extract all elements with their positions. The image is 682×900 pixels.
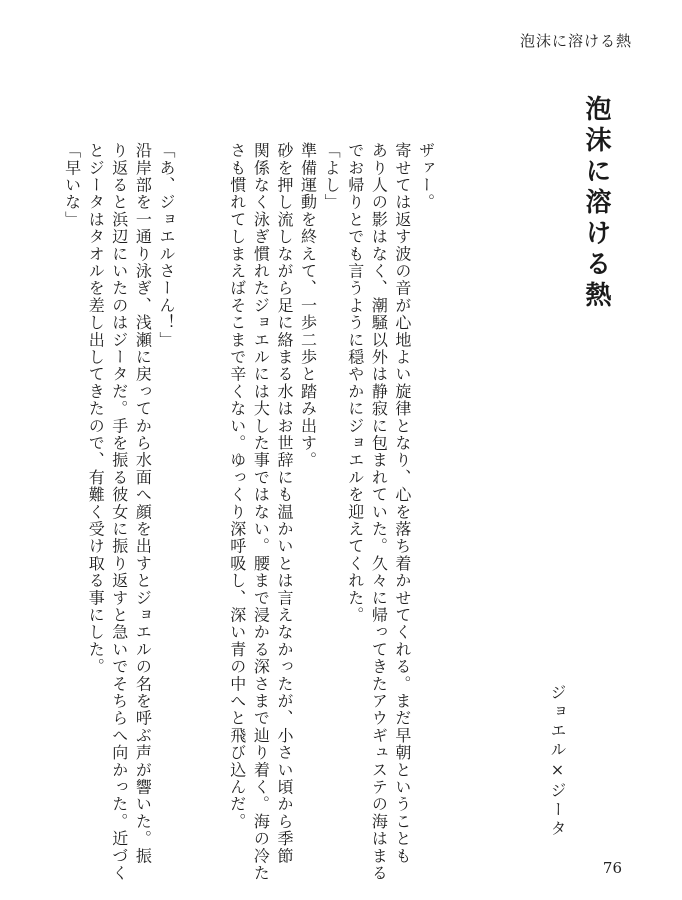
body-line: とジータはタオルを差し出してきたので、有難く受け取る事にした。 bbox=[86, 142, 106, 676]
body-line: 関係なく泳ぎ慣れたジョエルには大した事ではない。腰まで浸かる深さまで辿り着く。海の冷た bbox=[251, 142, 271, 882]
body-line: 準備運動を終えて、一歩二歩と踏み出す。 bbox=[298, 142, 318, 469]
blank-line bbox=[202, 142, 226, 854]
body-line: でお帰りとでも言うように穏やかにジョエルを迎えてくれた。 bbox=[345, 142, 365, 624]
body-line: 砂を押し流しながら足に絡まる水はお世辞にも温かいとは言えなかったが、小さい頃から季節 bbox=[274, 142, 294, 865]
body-line: ザァー。 bbox=[416, 142, 436, 211]
body-line: さも慣れてしまえばそこまで辛くない。ゆっくり深呼吸し、深い青の中へと飛び込んだ。 bbox=[227, 142, 247, 830]
body-line: 「早いな」 bbox=[62, 142, 82, 228]
story-body bbox=[60, 142, 438, 882]
pairing-byline: ジョエル×ジータ bbox=[548, 684, 567, 839]
blank-line bbox=[178, 142, 202, 854]
body-line: り返ると浜辺にいたのはジータだ。手を振る彼女に振り返すと急いでそちらへ向かった。近づく bbox=[109, 142, 129, 882]
body-line: 「あ、ジョエルさーん！」 bbox=[156, 142, 176, 349]
body-line: 沿岸部を一通り泳ぎ、浅瀬に戻ってから水面へ顔を出すとジョエルの名を呼ぶ声が響いた。振 bbox=[133, 142, 153, 865]
chapter-title: 泡沫に溶ける熱 bbox=[581, 95, 611, 312]
running-head: 泡沫に溶ける熱 bbox=[519, 32, 632, 50]
body-line: あり人の影はなく、潮騒以外は静寂に包まれていた。久々に帰ってきたアウギュステの海はまる bbox=[369, 142, 389, 882]
body-line: 「よし」 bbox=[322, 142, 342, 211]
body-line: 寄せては返す波の音が心地よい旋律となり、心を落ち着かせてくれる。まだ早朝ということも bbox=[392, 142, 412, 865]
page-number: 76 bbox=[602, 859, 622, 877]
